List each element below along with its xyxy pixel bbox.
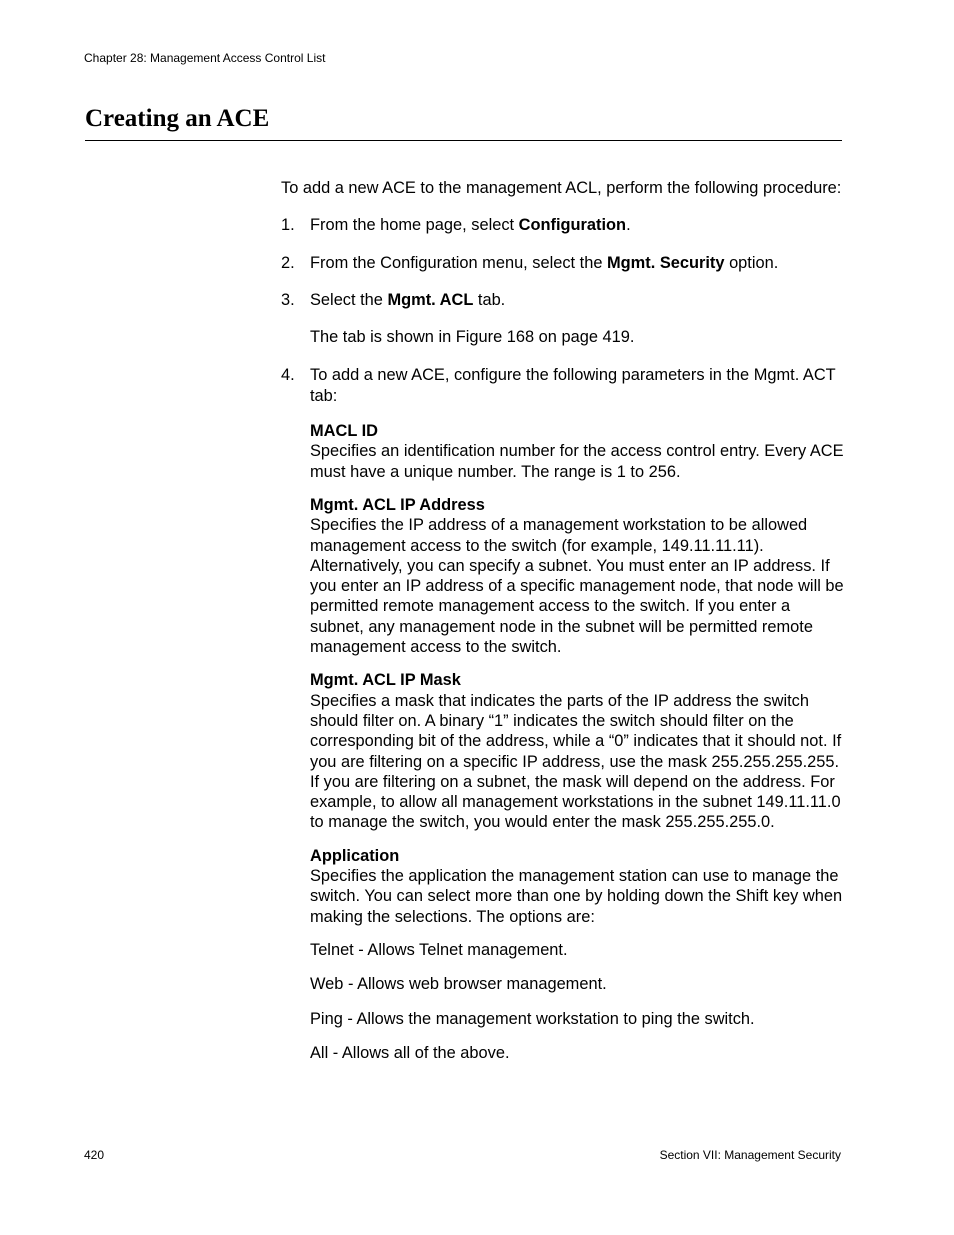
step-number: 2. — [281, 253, 295, 272]
step-number: 3. — [281, 290, 295, 309]
param-description: Specifies the application the management station can use to manage the switch. You can select more than one by holding down the Shift key when making the selections. The options are: — [310, 867, 843, 926]
option-all: All - Allows all of the above. — [310, 1043, 510, 1062]
step-4 — [281, 365, 846, 406]
option-web: Web - Allows web browser management. — [310, 975, 607, 994]
param-ip-mask — [310, 670, 846, 832]
param-application — [310, 846, 846, 927]
page-number: 420 — [84, 1148, 105, 1162]
step-text — [310, 290, 846, 310]
step-3-note: The tab is shown in Figure 168 on page 419. — [310, 328, 635, 347]
step-2 — [281, 253, 846, 273]
step-keyword: Mgmt. Security — [607, 253, 725, 272]
body-content — [281, 178, 846, 1077]
parameter-list — [281, 421, 846, 1063]
step-text-post: tab. — [473, 290, 506, 309]
step-text-pre: Select the — [310, 290, 388, 309]
step-3 — [281, 290, 846, 310]
param-description: Specifies the IP address of a management workstation to be allowed management access to the switch (for example, 149.11.11.11). Alternatively, you can specify a subnet. You must enter an IP address. If you enter an IP address of a specific management node, that node will be permitted remote management access to the switch. If you enter a subnet, any management node in the subnet will be permitted remote management access to the switch. — [310, 516, 844, 657]
param-description: Specifies a mask that indicates the parts of the IP address the switch should filter on. A binary “1” indicates the switch should filter on the corresponding bit of the address, while a “0” indicates that it should not. If you are filtering on a specific IP address, use the mask 255.255.255.255. If you are filtering on a subnet, the mask will depend on the address. For example, to allow all management workstations in the subnet 149.11.11.0 to manage the switch, you would enter the mask 255.255.255.0. — [310, 691, 842, 832]
step-keyword: Mgmt. ACL — [387, 290, 474, 309]
step-number: 4. — [281, 366, 295, 385]
step-1 — [281, 215, 846, 235]
running-header: Chapter 28: Management Access Control List — [84, 51, 326, 65]
step-text: To add a new ACE, configure the following parameters in the Mgmt. ACT tab: — [310, 366, 836, 405]
step-text-pre: From the Configuration menu, select the — [310, 253, 608, 272]
option-telnet: Telnet - Allows Telnet management. — [310, 940, 568, 959]
option-ping: Ping - Allows the management workstation to ping the switch. — [310, 1009, 755, 1028]
step-text-post: option. — [724, 253, 779, 272]
step-number: 1. — [281, 216, 295, 235]
step-text — [310, 215, 846, 235]
step-text-post: . — [626, 216, 631, 235]
title-rule — [85, 140, 842, 141]
param-name: Mgmt. ACL IP Mask — [310, 671, 461, 690]
step-text — [310, 253, 846, 273]
intro-paragraph: To add a new ACE to the management ACL, perform the following procedure: — [281, 179, 842, 197]
param-description: Specifies an identification number for the access control entry. Every ACE must have a unique number. The range is 1 to 256. — [310, 442, 844, 481]
section-title: Creating an ACE — [85, 105, 270, 132]
param-name: Application — [310, 846, 400, 865]
running-footer: Section VII: Management Security — [659, 1148, 841, 1162]
param-name: Mgmt. ACL IP Address — [310, 495, 485, 514]
step-text-pre: From the home page, select — [310, 216, 519, 235]
param-name: MACL ID — [310, 422, 378, 441]
param-ip-address — [310, 495, 846, 657]
step-keyword: Configuration — [518, 216, 627, 235]
param-macl-id — [310, 421, 846, 482]
